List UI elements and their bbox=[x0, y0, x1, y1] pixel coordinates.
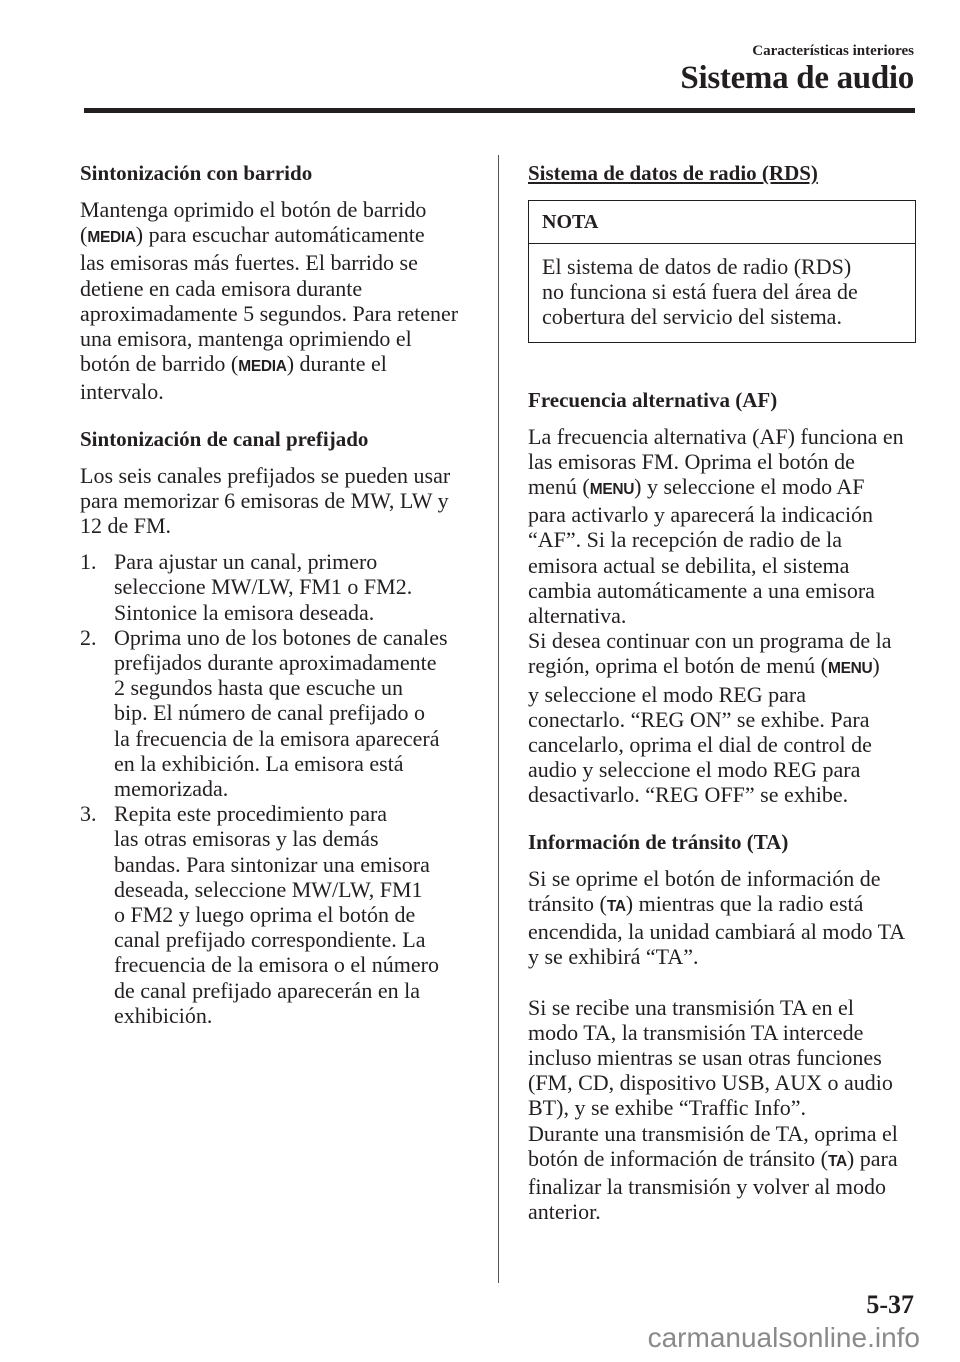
text-span: Si se oprime el botón de información de bbox=[528, 865, 881, 891]
ta-button-icon: TA bbox=[827, 1152, 847, 1170]
text-line bbox=[114, 700, 448, 725]
text-line bbox=[528, 1174, 918, 1199]
text-span: Durante una transmisión de TA, oprima el bbox=[528, 1120, 898, 1146]
text-line bbox=[528, 732, 918, 757]
text-line bbox=[114, 776, 448, 801]
section-heading: Sintonización con barrido bbox=[80, 161, 313, 185]
note-box bbox=[528, 200, 916, 343]
text-line bbox=[528, 1121, 918, 1146]
text-span: Los seis canales prefijados se pueden usar bbox=[80, 462, 451, 488]
column-divider bbox=[498, 155, 499, 1283]
text-line bbox=[528, 474, 918, 502]
text-span: Oprima uno de los botones de canales bbox=[114, 624, 448, 650]
text-span: ) durante el bbox=[286, 351, 387, 377]
text-span: región, oprima el botón de menú ( bbox=[528, 653, 828, 679]
text-line bbox=[114, 801, 439, 826]
text-span: y se exhibirá “TA”. bbox=[528, 944, 699, 970]
text-line bbox=[528, 553, 918, 578]
list-number: 1. bbox=[80, 549, 97, 575]
text-span: Sintonice la emisora deseada. bbox=[114, 599, 375, 625]
text-span: desactivarlo. “REG OFF” se exhibe. bbox=[528, 782, 849, 808]
text-line bbox=[528, 782, 918, 807]
text-line bbox=[80, 197, 480, 222]
text-line bbox=[528, 866, 918, 891]
text-span: memorizada. bbox=[114, 776, 229, 802]
header-rule bbox=[84, 108, 915, 113]
text-line bbox=[114, 675, 448, 700]
text-line bbox=[542, 254, 902, 279]
text-span: deseada, seleccione MW/LW, FM1 bbox=[114, 876, 423, 902]
text-span: finalizar la transmisión y volver al modo bbox=[528, 1174, 887, 1200]
text-span: detiene en cada emisora durante bbox=[80, 275, 363, 301]
text-line bbox=[114, 952, 439, 977]
text-line bbox=[114, 600, 412, 625]
text-span: conectarlo. “REG ON” se exhibe. Para bbox=[528, 706, 870, 732]
text-span: Si desea continuar con un programa de la bbox=[528, 628, 892, 654]
text-line bbox=[80, 276, 480, 301]
page-number: 5-37 bbox=[866, 1290, 914, 1319]
text-line bbox=[114, 1003, 439, 1028]
list-number: 2. bbox=[80, 624, 97, 650]
text-span: cobertura del servicio del sistema. bbox=[542, 304, 842, 330]
watermark: carmanualsonline.info bbox=[647, 1322, 920, 1353]
text-line bbox=[528, 944, 918, 969]
text-span: incluso mientras se usan otras funciones bbox=[528, 1045, 882, 1071]
text-span: anterior. bbox=[528, 1199, 601, 1225]
text-span: Repita este procedimiento para bbox=[114, 801, 388, 827]
text-line bbox=[528, 1095, 918, 1120]
text-line bbox=[114, 751, 448, 776]
text-span: El sistema de datos de radio (RDS) bbox=[542, 254, 852, 279]
media-button-icon: MEDIA bbox=[238, 358, 287, 376]
list-item-text bbox=[114, 801, 439, 1028]
note-body bbox=[529, 244, 915, 342]
right-column bbox=[528, 160, 918, 1246]
text-line bbox=[80, 301, 480, 326]
text-line bbox=[542, 304, 902, 329]
left-column bbox=[80, 160, 480, 1050]
ta-button-icon: TA bbox=[606, 897, 626, 915]
text-line bbox=[80, 463, 480, 488]
text-span: tránsito ( bbox=[528, 890, 607, 916]
text-line bbox=[114, 852, 439, 877]
text-span: frecuencia de la emisora o el número bbox=[114, 952, 439, 978]
text-span: ) para bbox=[846, 1145, 898, 1171]
text-span: cambia automáticamente a una emisora bbox=[528, 577, 875, 603]
text-span: botón de información de tránsito ( bbox=[528, 1145, 828, 1171]
text-line bbox=[528, 628, 918, 653]
text-span: intervalo. bbox=[80, 379, 164, 405]
text-line bbox=[528, 995, 918, 1020]
section-heading: Información de tránsito (TA) bbox=[528, 829, 789, 854]
text-span: y seleccione el modo REG para bbox=[528, 681, 806, 707]
text-line bbox=[114, 625, 448, 650]
text-span: emisora actual se debilita, el sistema bbox=[528, 552, 850, 578]
text-span: alternativa. bbox=[528, 603, 627, 629]
text-line bbox=[114, 927, 439, 952]
text-span: exhibición. bbox=[114, 1002, 213, 1028]
menu-button-icon: MENU bbox=[827, 660, 873, 678]
text-span: ) bbox=[872, 653, 880, 679]
text-span: las emisoras FM. Oprima el botón de bbox=[528, 448, 855, 474]
text-span: audio y seleccione el modo REG para bbox=[528, 757, 861, 783]
text-span: prefijados durante aproximadamente bbox=[114, 650, 437, 676]
paragraph bbox=[80, 463, 480, 539]
text-span: aproximadamente 5 segundos. Para retener bbox=[80, 300, 459, 326]
text-line bbox=[80, 326, 480, 351]
text-span: La frecuencia alternativa (AF) funciona en bbox=[528, 423, 904, 449]
text-line bbox=[528, 1146, 918, 1174]
text-span: no funciona si está fuera del área de bbox=[542, 279, 858, 305]
text-span: bip. El número de canal prefijado o bbox=[114, 700, 425, 726]
text-span: las otras emisoras y las demás bbox=[114, 826, 379, 852]
text-line bbox=[528, 527, 918, 552]
note-title: NOTA bbox=[529, 201, 915, 244]
text-line bbox=[80, 513, 480, 538]
paragraph bbox=[80, 197, 480, 405]
text-line bbox=[114, 650, 448, 675]
list-item bbox=[80, 625, 480, 801]
text-span: las emisoras más fuertes. El barrido se bbox=[80, 250, 418, 276]
list-item-text bbox=[114, 549, 412, 625]
paragraph bbox=[528, 424, 918, 808]
section-heading: Sintonización de canal prefijado bbox=[80, 426, 369, 451]
text-line bbox=[80, 379, 480, 404]
text-line bbox=[528, 603, 918, 628]
text-span: 2 segundos hasta que escuche un bbox=[114, 675, 403, 701]
text-line bbox=[114, 549, 412, 574]
text-line bbox=[528, 653, 918, 681]
text-span: botón de barrido ( bbox=[80, 351, 239, 377]
menu-button-icon: MENU bbox=[589, 481, 635, 499]
text-span: 12 de FM. bbox=[80, 513, 172, 539]
text-span: modo TA, la transmisión TA intercede bbox=[528, 1019, 864, 1045]
text-span: ) mientras que la radio está bbox=[625, 890, 864, 916]
text-span: (FM, CD, dispositivo USB, AUX o audio bbox=[528, 1070, 893, 1096]
media-button-icon: MEDIA bbox=[87, 229, 136, 247]
section-heading: Frecuencia alternativa (AF) bbox=[528, 387, 778, 412]
paragraph bbox=[528, 866, 918, 1225]
text-span: bandas. Para sintonizar una emisora bbox=[114, 851, 430, 877]
text-line bbox=[528, 502, 918, 527]
list-number: 3. bbox=[80, 801, 97, 827]
text-line bbox=[114, 574, 412, 599]
text-span: seleccione MW/LW, FM1 o FM2. bbox=[114, 574, 413, 600]
text-line bbox=[528, 682, 918, 707]
text-line bbox=[114, 877, 439, 902]
text-line bbox=[528, 757, 918, 782]
text-line bbox=[528, 578, 918, 603]
text-line bbox=[80, 222, 480, 250]
text-line bbox=[528, 449, 918, 474]
numbered-list bbox=[80, 549, 480, 1028]
section-heading: Sistema de datos de radio (RDS) bbox=[528, 161, 818, 185]
text-span: ) para escuchar automáticamente bbox=[135, 222, 425, 248]
text-line bbox=[528, 1070, 918, 1095]
text-line bbox=[528, 707, 918, 732]
text-span: Si se recibe una transmisión TA en el bbox=[528, 994, 854, 1020]
section-label: Características interiores bbox=[752, 43, 914, 59]
text-span: Para ajustar un canal, primero bbox=[114, 549, 378, 575]
text-line bbox=[542, 279, 902, 304]
text-span: “AF”. Si la recepción de radio de la bbox=[528, 527, 842, 553]
text-line bbox=[528, 919, 918, 944]
text-span: ( bbox=[80, 222, 88, 248]
text-span: para activarlo y aparecerá la indicación bbox=[528, 502, 874, 528]
text-span: cancelarlo, oprima el dial de control de bbox=[528, 732, 872, 758]
text-span: una emisora, mantenga oprimiendo el bbox=[80, 326, 412, 352]
text-span: la frecuencia de la emisora aparecerá bbox=[114, 725, 440, 751]
text-span: ) y seleccione el modo AF bbox=[634, 474, 865, 500]
text-span: BT), y se exhibe “Traffic Info”. bbox=[528, 1095, 806, 1121]
text-line bbox=[528, 1045, 918, 1070]
text-line bbox=[80, 488, 480, 513]
text-span: canal prefijado correspondiente. La bbox=[114, 927, 426, 953]
text-line bbox=[528, 424, 918, 449]
text-line bbox=[80, 351, 480, 379]
text-line bbox=[80, 250, 480, 275]
text-span: menú ( bbox=[528, 474, 590, 500]
text-span: o FM2 y luego oprima el botón de bbox=[114, 902, 416, 928]
text-line bbox=[114, 726, 448, 751]
text-line bbox=[114, 826, 439, 851]
text-span: Mantenga oprimido el botón de barrido bbox=[80, 197, 427, 222]
page-title: Sistema de audio bbox=[680, 60, 914, 96]
text-line bbox=[528, 891, 918, 919]
text-line bbox=[114, 902, 439, 927]
text-line bbox=[528, 1199, 918, 1224]
text-span: para memorizar 6 emisoras de MW, LW y bbox=[80, 487, 449, 513]
text-span: de canal prefijado aparecerán en la bbox=[114, 977, 420, 1003]
list-item bbox=[80, 549, 480, 625]
text-line bbox=[114, 978, 439, 1003]
text-line bbox=[528, 969, 918, 994]
text-span: en la exhibición. La emisora está bbox=[114, 750, 404, 776]
text-line bbox=[528, 1020, 918, 1045]
text-span: encendida, la unidad cambiará al modo TA bbox=[528, 919, 906, 945]
list-item-text bbox=[114, 625, 448, 801]
list-item bbox=[80, 801, 480, 1028]
